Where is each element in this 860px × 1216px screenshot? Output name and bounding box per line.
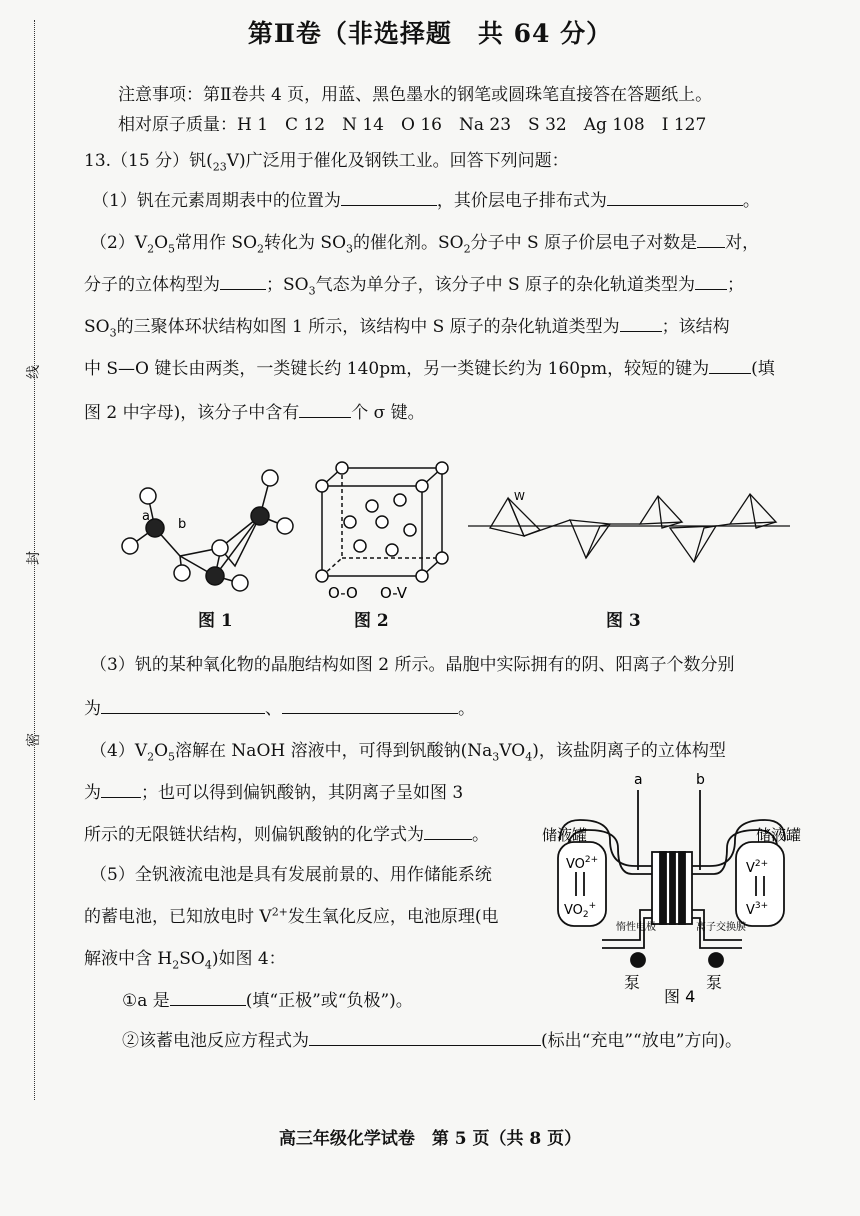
answer-blank-config[interactable] (607, 188, 743, 206)
part-3-line-2 (84, 694, 475, 719)
fig4-label-a: a (634, 772, 643, 788)
part-5-line-2 (84, 902, 499, 927)
p5-text: 的蓄电池，已知放电时 V (84, 907, 272, 927)
fig4-pump-right-label: 泵 (706, 973, 723, 992)
p2-text: 个 σ 键。 (351, 403, 425, 423)
p2-sub: 2 (463, 242, 471, 256)
p5-text: (填“正极”或“负极”)。 (245, 991, 413, 1011)
answer-blank-formula[interactable] (424, 822, 472, 840)
fig4-caption: 图 4 (664, 987, 696, 1006)
p2-sub: 3 (308, 284, 316, 298)
p2-text: 气态为单分子，该分子中 S 原子的杂化轨道类型为 (315, 275, 696, 295)
p2-text: ；SO (266, 275, 309, 295)
p5-text: )如图 4： (211, 949, 286, 969)
part-2-line-5 (84, 398, 425, 423)
fig1-label-a: a (142, 509, 150, 524)
part-3-line-1: （3）钒的某种氧化物的晶胞结构如图 2 所示。晶胞中实际拥有的阴、阳离子个数分别 (90, 655, 735, 675)
p4-text: ；也可以得到偏钒酸钠，其阴离子呈如图 3 (141, 783, 464, 803)
p2-sub: 3 (346, 242, 354, 256)
answer-blank-equation[interactable] (309, 1028, 541, 1046)
answer-blank-hybrid[interactable] (695, 272, 727, 290)
margin-char-line: 线 (26, 365, 42, 379)
notice-text: 注意事项：第Ⅱ卷共 4 页，用蓝、黑色墨水的钢笔或圆珠笔直接答在答题纸上。 (118, 85, 713, 105)
fig2-legend-v: O-V (380, 584, 408, 602)
p2-sub: 2 (147, 242, 155, 256)
p5-text: (标出“充电”“放电”方向)。 (541, 1031, 743, 1051)
part-4-line-3 (84, 820, 489, 845)
fig1-caption: 图 1 (198, 611, 233, 631)
p4-text: 所示的无限链状结构，则偏钒酸钠的化学式为 (84, 825, 424, 845)
part-1-text-b: ，其价层电子排布式为 (436, 191, 607, 211)
p2-sub: 2 (257, 242, 265, 256)
p4-text: （4）V (90, 741, 148, 761)
p2-text: ；该结构 (661, 317, 730, 337)
answer-blank-anion-count[interactable] (101, 696, 265, 714)
p2-text: 分子的立体构型为 (84, 275, 220, 295)
p2-text: 分子中 S 原子价层电子对数是 (470, 233, 698, 253)
figure-2-diagram (316, 462, 448, 582)
answer-blank-cation-count[interactable] (282, 696, 458, 714)
part-5-line-3 (84, 944, 286, 971)
question-13-intro (84, 146, 569, 173)
fig4-right-top-species: $V^{2+}$ (746, 859, 769, 876)
p3-text: 。 (458, 699, 475, 719)
section-title: 第Ⅱ卷（非选择题 共 64 分） (247, 19, 613, 48)
answer-blank-trimer-hybrid[interactable] (620, 314, 662, 332)
p2-text: 的三聚体环状结构如图 1 所示，该结构中 S 原子的杂化轨道类型为 (116, 317, 620, 337)
p4-sub: 3 (492, 750, 500, 764)
fig4-electrode-label: 惰性电极 (616, 922, 656, 933)
margin-char-secret: 密 (26, 733, 42, 747)
answer-blank-position[interactable] (341, 188, 437, 206)
p4-text: 溶解在 NaOH 溶液中，可得到钒酸钠(Na (175, 741, 493, 761)
answer-blank-geometry[interactable] (220, 272, 266, 290)
p2-text: ； (727, 275, 745, 295)
fig4-left-top-species: $VO^{2+}$ (566, 855, 599, 872)
margin-char-seal: 封 (26, 551, 42, 565)
p2-text: （2）V (90, 233, 148, 253)
answer-blank-electrode-a[interactable] (170, 988, 246, 1006)
figure-1-diagram (122, 470, 293, 591)
answer-blank-pairs[interactable] (697, 230, 725, 248)
fig3-label: W (514, 490, 525, 503)
part-1 (92, 186, 760, 211)
answer-blank-shorter-bond[interactable] (709, 356, 751, 374)
p2-text: (填 (751, 359, 775, 379)
part-1-end: 。 (742, 191, 760, 211)
answer-blank-anion-geometry[interactable] (101, 780, 141, 798)
fig1-label-b: b (178, 517, 187, 532)
p2-text: 中 S—O 键长由两类，一类键长约 140pm，另一类键长约为 160pm，较短的键为 (84, 359, 710, 379)
p2-text: SO (84, 317, 110, 337)
part-2-line-1 (90, 228, 759, 255)
p5-sub: 2 (172, 958, 180, 972)
p2-text: O (154, 233, 169, 253)
p5-text: SO (179, 949, 205, 969)
figure-4-flow-battery (540, 770, 820, 1020)
fig4-label-b: b (696, 772, 705, 788)
p4-text: O (154, 741, 169, 761)
part-2-line-2 (84, 270, 744, 297)
part-5-item-2 (122, 1026, 742, 1051)
part-4-line-2 (84, 778, 463, 803)
fig3-caption: 图 3 (606, 611, 641, 631)
part-2-line-4 (84, 354, 775, 379)
part-5-line-1: （5）全钒液流电池是具有发展前景的、用作储能系统 (90, 865, 492, 885)
p5-text: ②该蓄电池反应方程式为 (122, 1031, 309, 1051)
fig4-left-bot-species: $VO_2^+$ (564, 901, 597, 920)
fig4-tank-right-label: 储液罐 (756, 826, 802, 844)
fig4-tank-left-label: 储液罐 (542, 826, 588, 844)
intro-text-b: V)广泛用于催化及钢铁工业。回答下列问题： (226, 151, 569, 171)
p3-text: 为 (84, 699, 101, 719)
p4-sub: 4 (525, 750, 533, 764)
p4-text: 。 (472, 825, 489, 845)
atomic-mass-text: 相对原子质量：H 1 C 12 N 14 O 16 Na 23 S 32 Ag 108 I 127 (118, 115, 707, 135)
intro-text-a: 13.（15 分）钒( (84, 151, 213, 171)
p2-text: 转化为 SO (264, 233, 347, 253)
p5-text: ①a 是 (122, 991, 170, 1011)
p5-sup: 2+ (271, 905, 288, 919)
fig2-caption: 图 2 (354, 611, 389, 631)
p2-text: 的催化剂。SO (353, 233, 464, 253)
p5-text: 解液中含 H (84, 949, 173, 969)
page-footer: 高三年级化学试卷 第 5 页（共 8 页） (278, 1129, 582, 1149)
p4-text: )，该盐阴离子的立体构型 (532, 741, 726, 761)
figure-3-diagram (468, 494, 790, 562)
part-2-line-3 (84, 312, 730, 339)
p4-sub: 5 (168, 750, 176, 764)
p5-sub: 4 (204, 958, 212, 972)
p4-sub: 2 (147, 750, 155, 764)
part-4-line-1 (90, 736, 726, 763)
intro-sub: 23 (212, 160, 227, 174)
p4-text: 为 (84, 783, 101, 803)
answer-blank-sigma[interactable] (299, 400, 351, 418)
fig2-legend-o: O-O (328, 584, 358, 602)
p5-text: 发生氧化反应，电池原理(电 (287, 907, 499, 927)
part-5-item-1 (122, 986, 413, 1011)
p2-text: 图 2 中字母)，该分子中含有 (84, 403, 300, 423)
fig4-pump-left-label: 泵 (624, 973, 641, 992)
p2-text: 常用作 SO (175, 233, 258, 253)
part-1-text-a: （1）钒在元素周期表中的位置为 (92, 191, 341, 211)
p2-sub: 5 (168, 242, 176, 256)
fig4-membrane-label: 离子交换膜 (696, 922, 746, 933)
p4-text: VO (499, 741, 526, 761)
p3-text: 、 (265, 699, 282, 719)
p2-sub: 3 (109, 326, 117, 340)
fig4-right-bot-species: $V^{3+}$ (746, 901, 769, 918)
p2-text: 对， (725, 233, 760, 253)
